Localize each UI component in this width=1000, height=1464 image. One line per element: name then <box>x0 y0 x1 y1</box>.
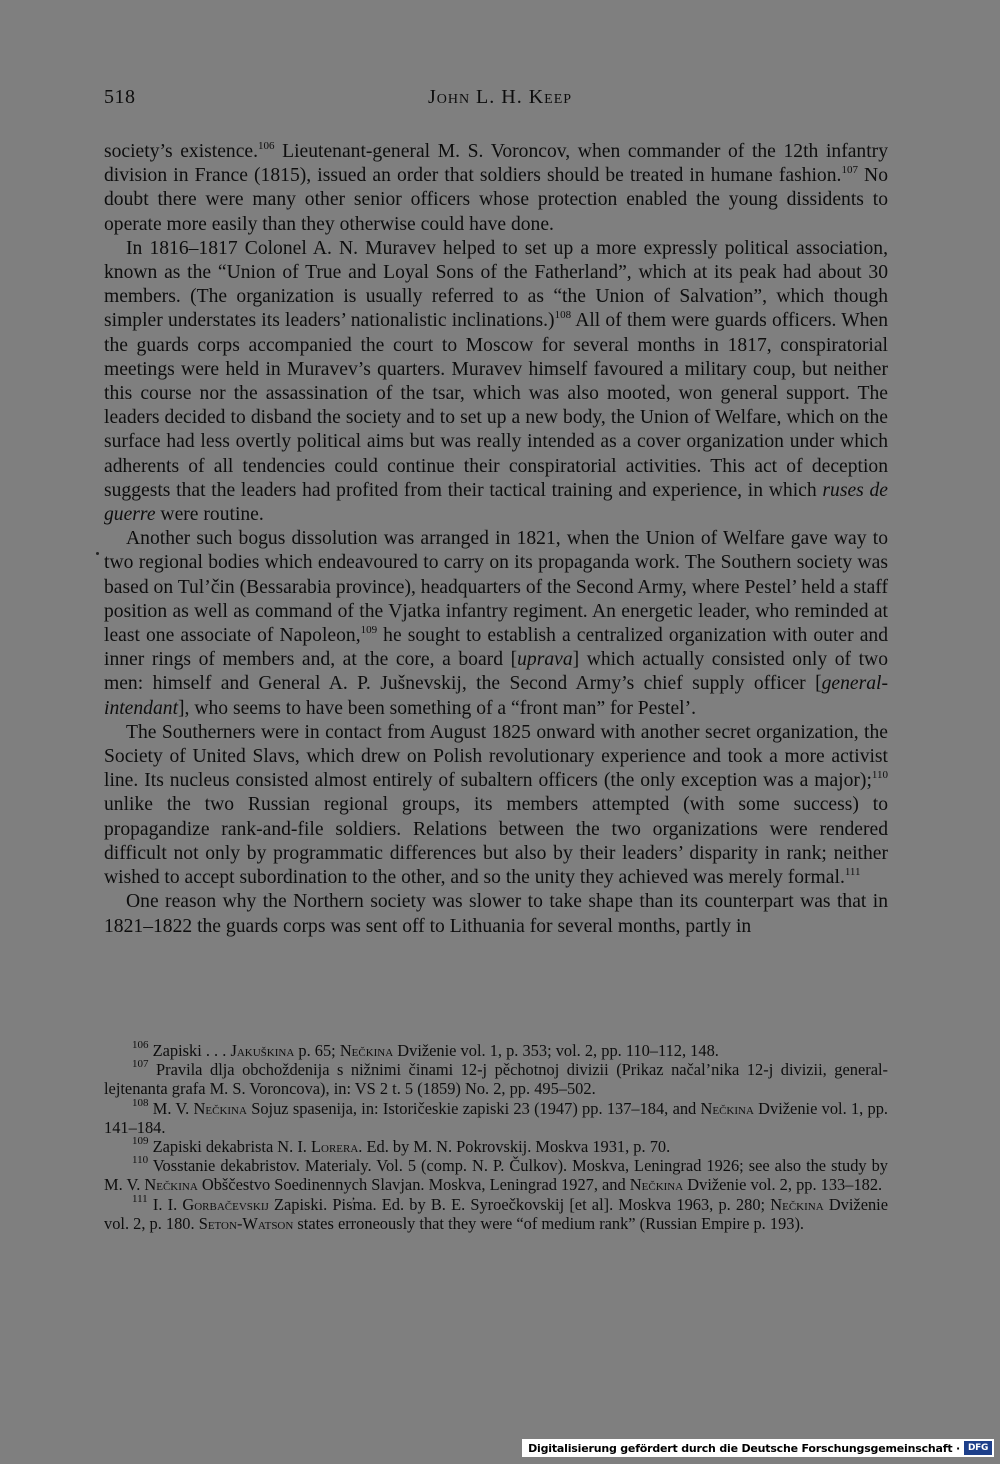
paragraph <box>104 237 888 527</box>
text-run: Dviženie vol. 2, p. 180. <box>104 1194 889 1233</box>
text-run: society’s existence. <box>104 141 258 162</box>
dfg-logo-icon: DFG <box>964 1441 992 1455</box>
footnote-marker: 111 <box>844 866 861 879</box>
text-run: Zapiski. Pis̕ma. Ed. by B. E. Syroečkovskij [et al]. Moskva 1963, p. 280; <box>268 1194 771 1214</box>
author-name: Nečkina <box>339 1041 394 1060</box>
author-name: Nečkina <box>629 1175 684 1195</box>
text-run: p. 65; <box>294 1041 340 1060</box>
footnote-marker: 108 <box>132 1096 149 1109</box>
author-name: Gorbačevskij <box>182 1194 269 1214</box>
digitization-credit-bar <box>522 1439 994 1457</box>
text-run: were routine. <box>155 504 264 526</box>
author-name: Nečkina <box>700 1098 754 1118</box>
footnote <box>104 1156 888 1194</box>
text-run: Another such bogus dissolution was arranged in 1821, when the Union of Welfare gave way to two regional bodies which endeavoured to carry on its propaganda work. The Southern society was based on Tul’čin (Bessarabia province), headquarters of the Second Army, where Pestel’ held a staff position as well as command of the Vjatka infantry regiment. An energetic leader, who reminded at least one associate of Napoleon, <box>104 528 888 647</box>
scan-speck <box>96 552 99 555</box>
text-run: Dviženie vol. 1, p. 353; vol. 2, pp. 110–112, 148. <box>393 1041 719 1060</box>
page-number: 518 <box>104 86 136 108</box>
footnote-marker: 110 <box>132 1154 149 1167</box>
text-run: Pravila dlja obchoždenija s nižnimi činami 12-j pěchotnoj divizii (Prikaz načal’nika 12-j divizii, general-lejtenanta grafa M. S. Voroncova), in: VS 2 t. 5 (1859) No. 2, pp. 495–502. <box>104 1060 888 1099</box>
footnote-marker: 106 <box>132 1039 149 1051</box>
author-name: Nečkina <box>144 1175 198 1195</box>
footnote <box>104 1041 888 1060</box>
paragraph <box>104 140 888 237</box>
author-name: Seton-Watson <box>198 1213 294 1233</box>
footnote-marker: 106 <box>258 140 275 152</box>
text-run: ] which actually consisted only of two men: himself and General A. P. Jušnevskij, the Second Army’s chief supply officer [ <box>104 649 888 695</box>
running-head: John L. H. Keep <box>427 86 573 108</box>
footnote-marker: 109 <box>132 1135 149 1148</box>
text-run: states erroneously that they were “of medium rank” (Russian Empire p. 193). <box>293 1213 805 1233</box>
author-name: Nečkina <box>193 1098 247 1118</box>
paragraph <box>104 527 888 721</box>
text-run: Lieutenant-general M. S. Voroncov, when commander of the 12th infantry division in France (1815), issued an order that soldiers should be treated in humane fashion. <box>104 141 888 187</box>
paragraph <box>104 890 888 938</box>
text-run: Vosstanie dekabristov. Materialy. Vol. 5 (comp. N. P. Čulkov). Moskva, Leningrad 1926; see also the study by M. V. <box>104 1156 888 1195</box>
text-run: I. I. <box>147 1194 183 1214</box>
text-run: . Ed. by M. N. Pokrovskij. Moskva 1931, p. 70. <box>358 1137 671 1157</box>
text-run: Dviženie vol. 2, pp. 133–182. <box>683 1175 883 1195</box>
text-run: Zapiski . . . <box>148 1041 231 1060</box>
text-run: In 1816–1817 Colonel A. N. Muravev helped to set up a more expressly political association, known as the “Union of True and Loyal Sons of the Fatherland”, which at its peak had about 30 members. (The organization is usually referred to as “the Union of Salvation”, which though simpler understates its leaders’ nationalistic inclinations.) <box>104 237 888 332</box>
paragraph <box>104 721 888 890</box>
text-run: he sought to establish a centralized organization with outer and inner rings of members and, at the core, a board [ <box>104 625 888 671</box>
text-run: Sojuz spasenija, in: Istoričeskie zapiski 23 (1947) pp. 137–184, and <box>246 1098 701 1118</box>
text-run: The Southerners were in contact from August 1825 onward with another secret organization, the Society of United Slavs, which drew on Polish revolutionary experience and took a more activist line. Its nucleus consisted almost entirely of subaltern officers (the only exception was a major); <box>104 721 888 792</box>
footnote-marker: 110 <box>871 769 888 782</box>
italic-text: uprava <box>517 649 573 671</box>
footnote-marker: 107 <box>132 1058 149 1071</box>
text-run: ], who seems to have been something of a “front man” for Pestel’. <box>178 697 697 719</box>
footnote-marker: 107 <box>841 164 858 177</box>
text-run: Obščestvo Soedinennych Slavjan. Moskva, Leningrad 1927, and <box>197 1175 630 1195</box>
footnote <box>104 1137 888 1156</box>
text-run: M. V. <box>148 1098 194 1118</box>
footnotes <box>104 1041 888 1233</box>
body-text <box>104 140 888 939</box>
text-run: Zapiski dekabrista N. I. <box>148 1137 311 1157</box>
footnote-marker: 109 <box>360 624 378 637</box>
footnote-marker: 108 <box>554 309 572 322</box>
footnote <box>104 1060 888 1098</box>
digitization-credit: Digitalisierung gefördert durch die Deutsche Forschungsgemeinschaft · <box>528 1441 960 1455</box>
italic-text: ruses de guerre <box>104 479 888 526</box>
text-run: One reason why the Northern society was slower to take shape than its counterpart was that in 1821–1822 the guards corps was sent off to Lithuania for several months, partly in <box>104 891 888 937</box>
text-run: All of them were guards officers. When the guards corps accompanied the court to Moscow for several months in 1817, conspiratorial meetings were held in Muravev’s quarters. Muravev himself favoured a military coup, but neither this course nor the assassination of the tsar, which was also mooted, won general support. The leaders decided to disband the society and to set up a new body, the Union of Welfare, which on the surface had less overtly political aims but was really intended as a cover organization under which adherents of all tendencies could continue their conspiratorial activities. This act of deception suggests that the leaders had profited from their tactical training and experience, in which <box>104 310 889 501</box>
author-name: Nečkina <box>770 1194 824 1214</box>
footnote <box>104 1096 889 1137</box>
author-name: Lorera <box>311 1137 359 1157</box>
footnote <box>104 1192 889 1233</box>
author-name: Jakuškina <box>230 1041 295 1060</box>
italic-text: general-intendant <box>104 673 888 719</box>
text-run: Dviženie vol. 1, pp. 141–184. <box>104 1098 889 1137</box>
text-run: No doubt there were many other senior officers whose protection enabled the young dissidents to operate more easily than they otherwise could have done. <box>104 165 888 235</box>
text-run: unlike the two Russian regional groups, its members attempted (with some success) to propagandize rank-and-file soldiers. Relations between the two organizations were rendered difficult not only by programmatic differences but also by their leaders’ disparity in rank; neither wished to accept subordination to the other, and so the unity they achieved was merely formal. <box>104 794 888 889</box>
footnote-marker: 111 <box>132 1192 148 1205</box>
